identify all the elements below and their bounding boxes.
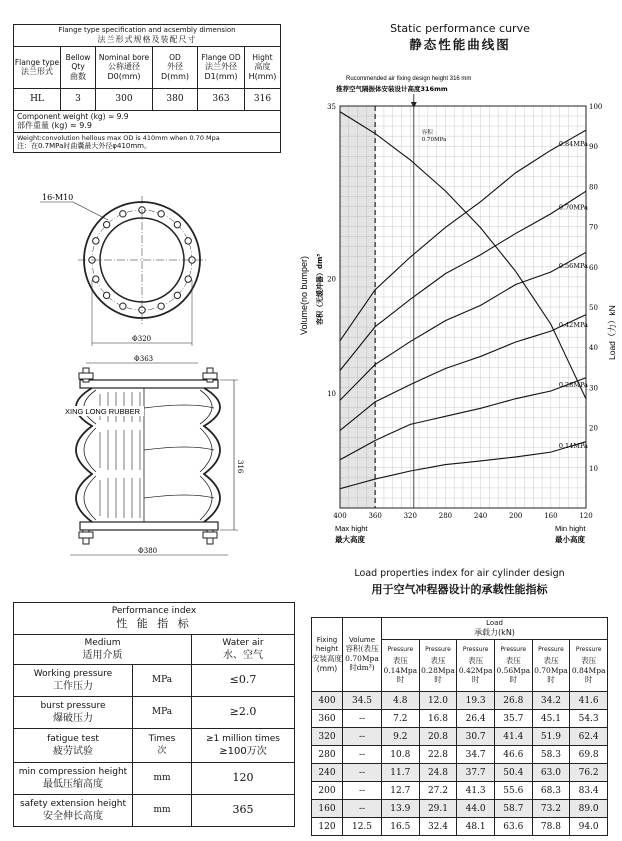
perf-label-en: fatigue test: [47, 733, 99, 744]
chart-title-cn: 静态性能曲线图: [409, 37, 511, 52]
bolt-hole: [174, 221, 180, 227]
bellow-qty-header-cn: 曲数: [70, 71, 86, 81]
perf-unit: MPa: [133, 664, 192, 696]
od-header-en: OD: [169, 52, 181, 62]
flange-od-header-en: Flange OD: [201, 52, 241, 62]
load-cell: 63.0: [532, 764, 570, 782]
pressure-label-en: Pressure: [538, 646, 564, 654]
volume-cell: --: [343, 764, 382, 782]
series-label: 0.28MPa: [558, 381, 588, 390]
volume-cell: --: [343, 746, 382, 764]
load-cell: 20.8: [419, 728, 457, 746]
y-left-tick-label: 35: [327, 103, 336, 111]
load-cell: 50.4: [494, 764, 532, 782]
pressure-label-en: Pressure: [387, 646, 414, 654]
perf-unit: MPa: [133, 696, 192, 728]
x-left-label-cn: 最大高度: [335, 535, 365, 544]
pressure-label-cn: 表压0.70Mpa时: [534, 656, 568, 685]
pressure-label-cn: 表压0.28Mpa时: [421, 656, 455, 685]
load-cell: 68.3: [532, 782, 570, 800]
pressure-label-en: Pressure: [575, 646, 602, 654]
load-cell: 58.3: [532, 746, 570, 764]
medium-value-cn: 水、空气: [223, 649, 263, 661]
reco-label-cn: 推荐空气隔振体安装设计高度316mm: [336, 85, 448, 93]
load-cell: 73.2: [532, 800, 570, 818]
x-tick-label: 320: [403, 512, 417, 520]
load-cell: 27.2: [419, 782, 457, 800]
load-cell: 41.6: [570, 692, 608, 710]
perf-unit: Times 次: [133, 728, 192, 762]
y-left-label: Volume(no bumper): [299, 255, 309, 335]
perf-label-en: safety extension height: [19, 798, 127, 809]
od-header-cn: 外径: [167, 61, 183, 71]
medium-en: Medium: [84, 637, 121, 648]
y-right-tick-label: 20: [589, 424, 598, 433]
pressure-label-cn: 表压0.42Mpa时: [458, 656, 493, 685]
flange-od-label: Φ363: [134, 355, 154, 363]
y-right-tick-label: 50: [589, 304, 598, 312]
x-tick-label: 120: [579, 512, 593, 520]
fixing-height-cell: 240: [312, 764, 343, 782]
load-cell: 35.7: [494, 710, 532, 728]
volume-curve-label: 容积: [421, 130, 433, 136]
perf-title-cn: 性 能 指 标: [116, 617, 192, 631]
fixing-height-header-cn: 安装高度(mm): [312, 653, 342, 673]
pressure-label-en: Pressure: [462, 646, 489, 654]
table-row: [312, 782, 608, 800]
recommended-arrow: [411, 102, 417, 108]
perf-value: ≤0.7: [192, 664, 295, 696]
load-cell: 94.0: [570, 818, 608, 836]
load-cell: 4.8: [382, 692, 420, 710]
x-tick-label: 400: [333, 512, 347, 520]
weight-cn: 部件重量 (kg) ≈ 9.9: [17, 121, 93, 131]
perf-label-cn: 疲劳试验: [53, 745, 93, 757]
nominal-bore-header-cn: 公称通径: [108, 61, 140, 71]
bolt-hole: [103, 221, 109, 227]
table-row: [312, 728, 608, 746]
volume-header-en: Volume: [348, 636, 376, 645]
perf-label-en: Working pressure: [33, 668, 113, 679]
load-title-en: Load properties index for air cylinder design: [354, 568, 565, 579]
fixing-height-cell: 320: [312, 728, 343, 746]
load-cell: 29.1: [419, 800, 457, 818]
fixing-height-cell: 280: [312, 746, 343, 764]
x-tick-label: 360: [368, 512, 382, 520]
load-cell: 78.8: [532, 818, 570, 836]
x-tick-label: 240: [473, 512, 488, 520]
height-header-cn: 高度: [254, 61, 271, 71]
load-cell: 10.8: [382, 746, 420, 764]
bolt-hole: [185, 276, 191, 282]
fixing-height-cell: 160: [312, 800, 343, 818]
series-label: 0.70MPa: [558, 203, 588, 212]
load-header-en: Load: [486, 619, 503, 627]
medium-cn: 适用介质: [82, 649, 123, 661]
load-cell: 41.3: [457, 782, 495, 800]
load-cell: 26.4: [457, 710, 495, 728]
fixing-height-cell: 360: [312, 710, 343, 728]
x-left-label-en: Max hight: [335, 524, 368, 533]
load-cell: 7.2: [382, 710, 420, 728]
load-cell: 44.0: [457, 800, 495, 818]
nominal-bore-header-sym: D0(mm): [107, 71, 141, 81]
load-cell: 45.1: [532, 710, 570, 728]
y-right-tick-label: 80: [589, 183, 598, 192]
bellow-qty-header-en: Bellow Qty: [65, 52, 91, 72]
y-left-tick-label: 10: [327, 390, 336, 399]
volume-cell: --: [343, 728, 382, 746]
load-cell: 34.2: [532, 692, 570, 710]
perf-label-en: min compression height: [18, 766, 128, 777]
load-cell: 51.9: [532, 728, 570, 746]
perf-label-cn: 安全伸长高度: [43, 810, 103, 822]
table-row: [312, 800, 608, 818]
bellows-side-view: [62, 355, 244, 555]
note-en: Weight:convolution hellous max OD is 410mm when 0.70 Mpa: [17, 134, 220, 143]
pressure-label-cn: 表压0.84Mpa时: [571, 656, 606, 685]
table-row: [312, 710, 608, 728]
bolt-hole: [103, 292, 109, 298]
flange-type-header-cn: 法兰形式: [21, 66, 53, 76]
perf-unit: mm: [133, 794, 192, 826]
pressure-header-4: [532, 640, 570, 692]
perf-value: 365: [192, 794, 295, 826]
x-right-label-en: Min hight: [555, 524, 586, 533]
load-cell: 34.7: [457, 746, 495, 764]
perf-label-cn: 工作压力: [53, 680, 93, 692]
bolt-hole: [93, 238, 99, 244]
fixing-height-cell: 200: [312, 782, 343, 800]
perf-unit: mm: [133, 762, 192, 794]
y-left-tick-label: 20: [327, 275, 336, 284]
load-cell: 26.8: [494, 692, 532, 710]
weight-en: Component weight (kg) ≈ 9.9: [17, 111, 129, 121]
pressure-header-0: [382, 640, 420, 692]
pressure-label-cn: 表压0.56Mpa时: [496, 656, 531, 685]
load-cell: 58.7: [494, 800, 532, 818]
y-right-tick-label: 90: [589, 143, 598, 152]
perf-label-cn: 最低压缩高度: [43, 778, 103, 790]
od-label: Φ380: [138, 547, 158, 555]
height-header-en: Hight: [252, 52, 273, 62]
brand-label: XING LONG RUBBER: [65, 407, 141, 416]
od-cell: 380: [153, 88, 198, 110]
load-cell: 54.3: [570, 710, 608, 728]
load-cell: 37.7: [457, 764, 495, 782]
load-cell: 83.4: [570, 782, 608, 800]
perf-value-cn: ≥100万次: [219, 745, 267, 757]
flange-title-cn: 法兰形式规格及装配尺寸: [97, 34, 197, 44]
reco-label-en: Rucommended air fixing design height 316 mm: [346, 76, 472, 82]
medium-value-en: Water air: [222, 637, 264, 648]
perf-label-en: burst pressure: [40, 700, 106, 711]
y-right-tick-label: 70: [589, 223, 598, 232]
load-cell: 24.8: [419, 764, 457, 782]
series-label: 0.42MPa: [558, 321, 588, 330]
flange-od-header-sym: D1(mm): [204, 71, 238, 81]
x-right-label-cn: 最小高度: [555, 535, 585, 544]
y-right-tick-label: 60: [589, 263, 598, 272]
y-right-tick-label: 10: [589, 464, 598, 473]
table-row: [312, 764, 608, 782]
perf-value: ≥2.0: [192, 696, 295, 728]
load-cell: 12.7: [382, 782, 420, 800]
load-cell: 32.4: [419, 818, 457, 836]
height-cell: 316: [245, 88, 281, 110]
x-tick-label: 160: [544, 512, 558, 520]
flange-od-cell: 363: [198, 88, 245, 110]
y-right-tick-label: 40: [589, 344, 598, 353]
load-cell: 62.4: [570, 728, 608, 746]
bolt-hole: [120, 303, 126, 309]
volume-curve-label: 0.70MPa: [421, 137, 447, 143]
od-header-sym: D(mm): [161, 71, 189, 81]
nominal-bore-header-en: Nominal bore: [98, 52, 150, 62]
load-cell: 48.1: [457, 818, 495, 836]
fixing-height-cell: 400: [312, 692, 343, 710]
chart-title-block: [320, 22, 600, 53]
chart-title-en: Static performance curve: [390, 22, 530, 35]
pressure-label-en: Pressure: [425, 646, 451, 654]
bolt-label: 16-M10: [42, 193, 74, 202]
volume-cell: 34.5: [343, 692, 382, 710]
load-cell: 12.0: [419, 692, 457, 710]
load-table-body: [312, 692, 608, 836]
load-title-block: [311, 568, 608, 597]
pcd-label: Φ320: [132, 335, 152, 343]
flange-od-header-cn: 法兰外径: [205, 61, 237, 71]
flange-spec-table: [13, 24, 281, 153]
height-header-sym: H(mm): [248, 71, 277, 81]
pressure-label-en: Pressure: [500, 646, 527, 654]
y-left-label-cn: 容积（无缓冲器）dm³: [316, 253, 324, 325]
volume-header-cn: 容积(表压0.70Mpa时dm³): [345, 644, 379, 673]
static-performance-chart: [290, 70, 622, 550]
volume-cell: --: [343, 800, 382, 818]
pressure-header-5: [570, 640, 608, 692]
load-header-cn: 承载力(kN): [474, 628, 515, 637]
load-cell: 69.8: [570, 746, 608, 764]
volume-cell: --: [343, 710, 382, 728]
flange-title-en: Flange type specification and acsembly dimension: [58, 26, 236, 34]
x-tick-label: 280: [438, 512, 453, 520]
technical-drawing: [0, 180, 290, 580]
bolt-hole: [185, 238, 191, 244]
table-row: [312, 818, 608, 836]
bolt-hole: [158, 211, 164, 217]
load-cell: 19.3: [457, 692, 495, 710]
series-label: 0.14MPa: [558, 442, 588, 451]
note-cn: 注：在0.7MPa时曲囊最大外径φ410mm。: [17, 142, 151, 151]
load-cell: 9.2: [382, 728, 420, 746]
series-label: 0.84MPa: [558, 140, 588, 149]
perf-value: 120: [192, 762, 295, 794]
pressure-header-1: [419, 640, 457, 692]
performance-index-table: [13, 602, 295, 827]
load-cell: 13.9: [382, 800, 420, 818]
fixing-height-cell: 120: [312, 818, 343, 836]
perf-label-cn: 爆破压力: [53, 712, 93, 724]
flange-top-view: [40, 193, 206, 346]
flange-type-header-en: Flange type: [14, 57, 60, 67]
load-cell: 55.6: [494, 782, 532, 800]
load-cell: 11.7: [382, 764, 420, 782]
y-right-tick-label: 30: [589, 384, 598, 393]
table-row: [312, 746, 608, 764]
x-tick-label: 200: [509, 512, 523, 520]
bolt-hole: [158, 303, 164, 309]
series-label: 0.56MPa: [558, 262, 588, 271]
perf-value: ≥1 million times: [206, 733, 280, 744]
pressure-header-2: [457, 640, 495, 692]
volume-cell: --: [343, 782, 382, 800]
height-label: 316: [236, 460, 244, 474]
load-cell: 16.5: [382, 818, 420, 836]
y-right-label: Load（力）kN: [607, 305, 617, 360]
bolt-hole: [120, 211, 126, 217]
fixing-height-header-en: Fixing height: [315, 635, 339, 653]
bolt-hole: [93, 276, 99, 282]
volume-cell: 12.5: [343, 818, 382, 836]
bellow-qty-cell: 3: [61, 88, 96, 110]
load-cell: 46.6: [494, 746, 532, 764]
y-right-tick-label: 100: [589, 103, 603, 111]
load-cell: 89.0: [570, 800, 608, 818]
load-cell: 63.6: [494, 818, 532, 836]
pressure-header-3: [494, 640, 532, 692]
load-cell: 16.8: [419, 710, 457, 728]
flange-type-cell: HL: [14, 88, 61, 110]
load-title-cn: 用于空气冲程器设计的承载性能指标: [371, 583, 548, 596]
load-cell: 30.7: [457, 728, 495, 746]
load-cell: 22.8: [419, 746, 457, 764]
load-properties-table: [311, 617, 608, 836]
nominal-bore-cell: 300: [96, 88, 153, 110]
pressure-label-cn: 表压0.14Mpa时: [383, 656, 418, 685]
table-row: [312, 692, 608, 710]
load-cell: 41.4: [494, 728, 532, 746]
bolt-hole: [174, 292, 180, 298]
perf-title-en: Performance index: [111, 606, 197, 616]
load-cell: 76.2: [570, 764, 608, 782]
